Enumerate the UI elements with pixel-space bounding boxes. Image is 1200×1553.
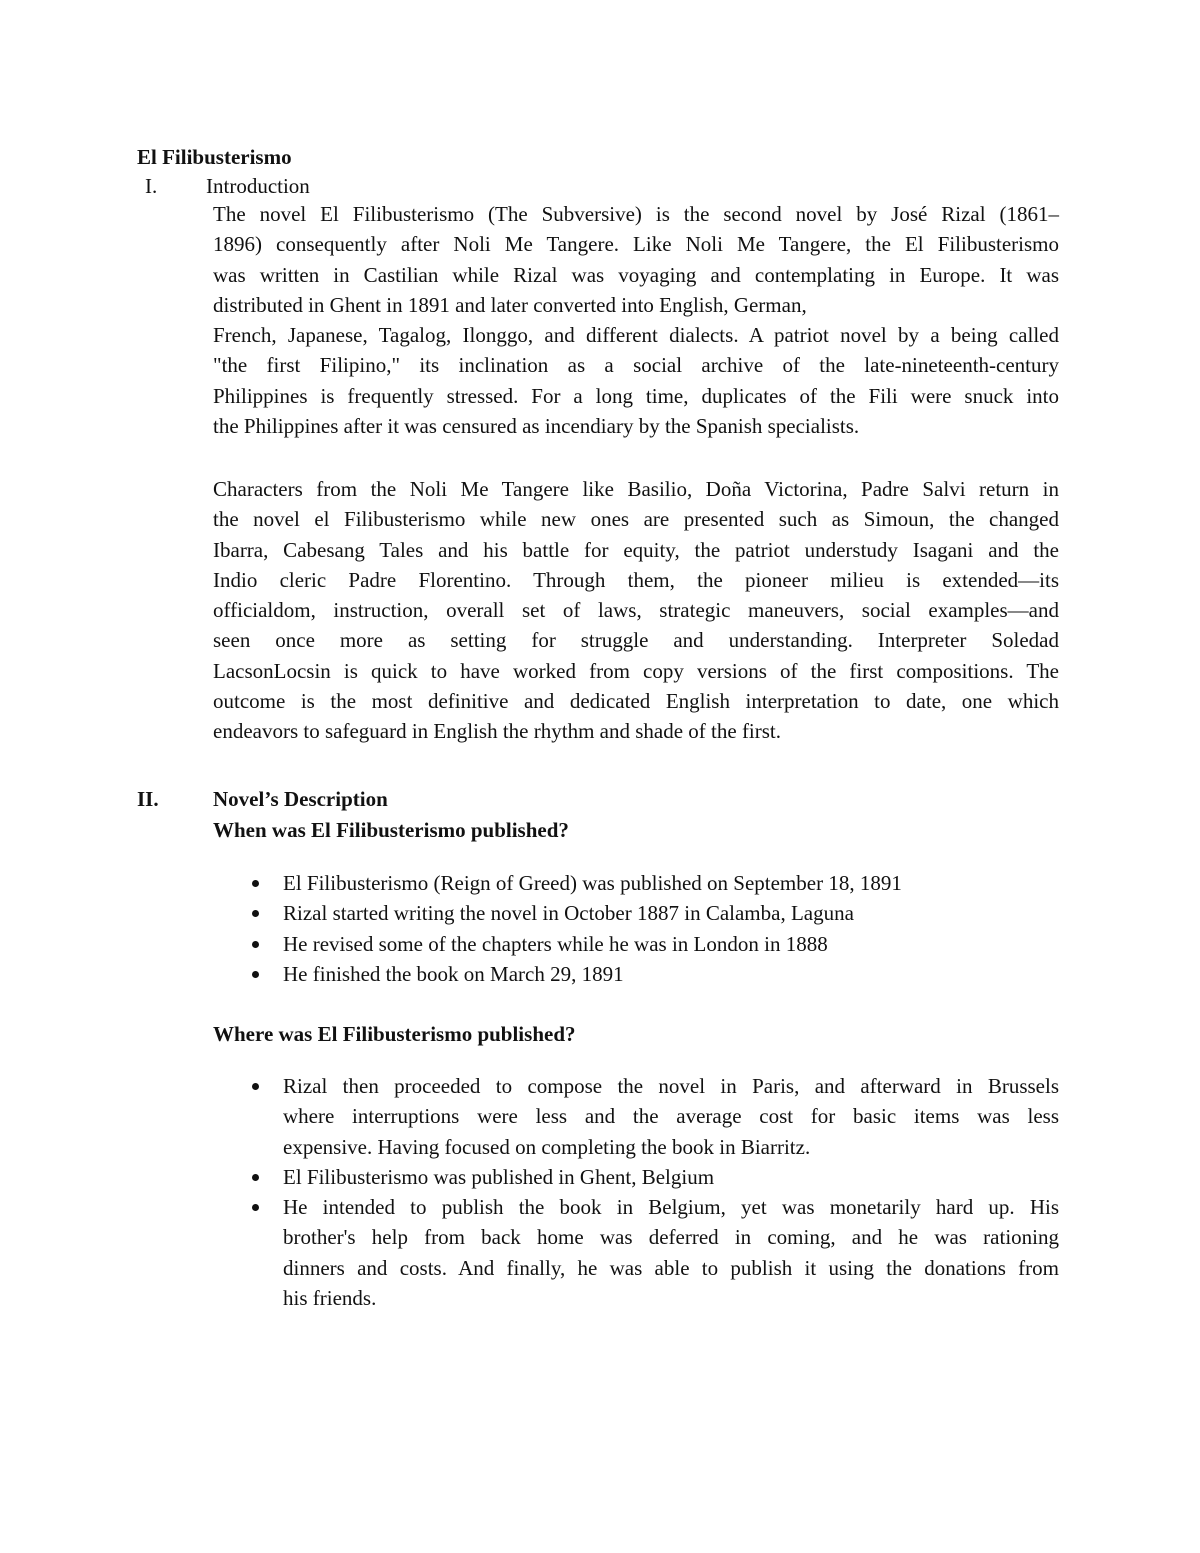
list-item-line: He intended to publish the book in Belgium, yet was monetarily hard up. His (283, 1195, 1059, 1220)
bullet-icon (252, 880, 259, 887)
paragraph-line: endeavors to safeguard in English the rhythm and shade of the first. (213, 719, 782, 744)
paragraph-line: "the first Filipino," its inclination as a social archive of the late-nineteenth-century (213, 353, 1059, 378)
bullet-icon (252, 1204, 259, 1211)
paragraph-line: LacsonLocsin is quick to have worked from copy versions of the first compositions. The (213, 658, 1059, 683)
list-item (0, 1071, 1059, 1162)
list-item-line: brother's help from back home was deferred in coming, and he was rationing (283, 1225, 1059, 1250)
list-item (0, 868, 1059, 898)
paragraph-line: Characters from the Noli Me Tangere like Basilio, Doña Victorina, Padre Salvi return in (213, 477, 1059, 501)
document-title: El Filibusterismo (137, 145, 292, 169)
list-item-line: El Filibusterismo was published in Ghent, Belgium (283, 1164, 715, 1189)
paragraph-line: Ibarra, Cabesang Tales and his battle for equity, the patriot understudy Isagani and the (213, 537, 1059, 562)
list-item (0, 898, 1059, 928)
intro-paragraph-2 (213, 474, 1059, 747)
list-item-line: Rizal then proceeded to compose the novel in Paris, and afterward in Brussels (283, 1074, 1059, 1098)
where-published-list (0, 1071, 1059, 1313)
intro-paragraph-1 (213, 199, 1059, 441)
section-2-heading: Novel’s Description (213, 787, 388, 811)
paragraph-line: was written in Castilian while Rizal was voyaging and contemplating in Europe. It was (213, 262, 1059, 287)
bullet-icon (252, 971, 259, 978)
paragraph-line: Philippines is frequently stressed. For a long time, duplicates of the Fili were snuck into (213, 383, 1059, 408)
paragraph-line: the novel el Filibusterismo while new ones are presented such as Simoun, the changed (213, 507, 1059, 532)
question-when-published: When was El Filibusterismo published? (213, 818, 569, 842)
paragraph-line: distributed in Ghent in 1891 and later converted into English, German, (213, 292, 807, 317)
when-published-list (0, 868, 1059, 989)
list-item (0, 929, 1059, 959)
list-item-line: El Filibusterismo (Reign of Greed) was published on September 18, 1891 (283, 871, 902, 895)
bullet-icon (252, 941, 259, 948)
paragraph-line: The novel El Filibusterismo (The Subversive) is the second novel by José Rizal (1861– (213, 202, 1059, 226)
list-item-line: He revised some of the chapters while he was in London in 1888 (283, 931, 828, 956)
list-item-line: dinners and costs. And finally, he was able to publish it using the donations from (283, 1255, 1059, 1280)
section-1-heading: Introduction (206, 174, 310, 198)
paragraph-line: seen once more as setting for struggle and understanding. Interpreter Soledad (213, 628, 1059, 653)
list-item (0, 1162, 1059, 1192)
paragraph-line: outcome is the most definitive and dedicated English interpretation to date, one which (213, 689, 1059, 714)
list-item-line: where interruptions were less and the average cost for basic items was less (283, 1104, 1059, 1129)
bullet-icon (252, 1174, 259, 1181)
list-item-line: He finished the book on March 29, 1891 (283, 961, 624, 986)
paragraph-line: Indio cleric Padre Florentino. Through them, the pioneer milieu is extended—its (213, 567, 1059, 592)
section-1-number: I. (145, 174, 158, 198)
list-item-line: Rizal started writing the novel in October 1887 in Calamba, Laguna (283, 901, 854, 926)
section-2-number: II. (137, 787, 159, 811)
paragraph-line: 1896) consequently after Noli Me Tangere. Like Noli Me Tangere, the El Filibusterismo (213, 232, 1059, 257)
paragraph-line: French, Japanese, Tagalog, Ilonggo, and different dialects. A patriot novel by a being called (213, 323, 1059, 348)
bullet-icon (252, 910, 259, 917)
bullet-icon (252, 1083, 259, 1090)
question-where-published: Where was El Filibusterismo published? (213, 1022, 576, 1046)
paragraph-line: the Philippines after it was censured as incendiary by the Spanish specialists. (213, 414, 860, 439)
list-item (0, 959, 1059, 989)
paragraph-line: officialdom, instruction, overall set of laws, strategic maneuvers, social examples—and (213, 598, 1059, 623)
list-item-line: his friends. (283, 1286, 377, 1311)
list-item-line: expensive. Having focused on completing the book in Biarritz. (283, 1134, 811, 1159)
list-item (0, 1192, 1059, 1313)
